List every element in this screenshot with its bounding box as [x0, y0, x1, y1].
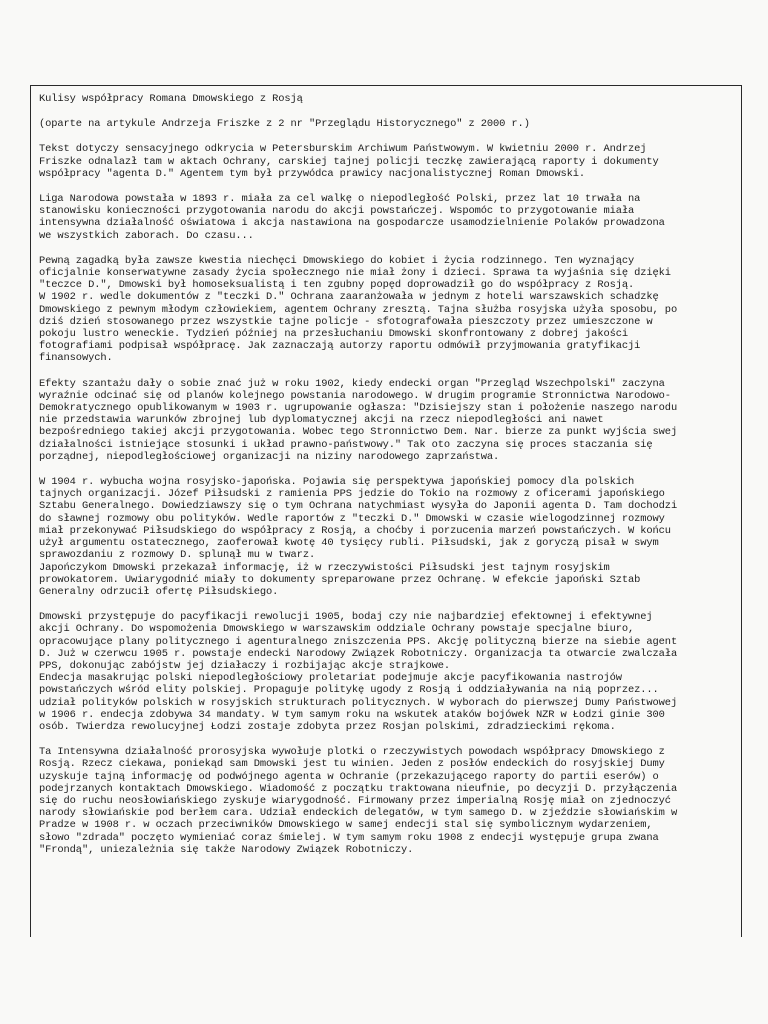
text-line: porządnej, niepodległościowej organizacji na niziny narodowego zaprzaństwa.: [39, 450, 500, 463]
text-line: nie przedstawia warunków zbrojnej lub dyplomatycznej akcji na rzecz niepodległości ani nawet: [39, 414, 604, 427]
text-line: działalności istniejące stosunki i układ prawno-państwowy." Tak oto zaczyna się proces staczania się: [39, 438, 653, 451]
text-line: podejrzanych kontaktach Dmowskiego. Wiadomość z początku traktowana nieufnie, po decyzji D. przyłączenia: [39, 782, 678, 795]
text-line: Efekty szantażu dały o sobie znać już w roku 1902, kiedy endecki organ "Przegląd Wszechpolski" zaczyna: [39, 377, 665, 390]
text-line: stanowisku konieczności przygotowania narodu do akcji powstańczej. Wspomóc to przygotowanie miała: [39, 205, 635, 218]
text-line: Rosją. Rzecz ciekawa, poniekąd sam Dmowski jest tu winien. Jeden z posłów endeckich do rosyjskiej Dumy: [39, 758, 665, 771]
text-line: pokoju lustro weneckie. Tydzień później na przesłuchaniu Dmowski skonfrontowany z dobrej jakości: [39, 328, 628, 341]
text-line: udział polityków polskich w rosyjskich strukturach politycznych. W wyborach do pierwszej Dumy Państwowej: [39, 696, 678, 709]
body-paragraph: [39, 193, 733, 242]
text-line: "teczce D.", Dmowski był homoseksualistą i ten zgubny popęd doprowadził go do współpracy z Rosją.: [39, 279, 635, 292]
text-line: Ta Intensywna działalność prorosyjska wywołuje plotki o rzeczywistych powodach współpracy Dmowskiego z: [39, 746, 665, 759]
text-line: Generalny odrzucił ofertę Piłsudskiego.: [39, 585, 279, 598]
body-paragraph: [39, 611, 733, 733]
text-line: Demokratycznego opublikowanym w 1903 r. ugrupowanie ogłasza: "Dzisiejszy stan i położenie naszego narodu: [39, 402, 678, 415]
text-line: Pewną zagadką była zawsze kwestia niechęci Dmowskiego do kobiet i życia rodzinnego. Ten wyznający: [39, 254, 635, 267]
text-line: Pradze w 1908 r. w oczach przeciwników Dmowskiego w samej endecji stal się symbolicznym wydarzeniem,: [39, 819, 653, 832]
document-frame: [30, 85, 742, 937]
text-line: fotografiami podpisał współpracę. Jak zaznaczają autorzy raportu odmówił przyjmowania gratyfikacji: [39, 340, 641, 353]
text-line: tajnych organizacji. Józef Piłsudski z ramienia PPS jedzie do Tokio na rozmowy z oficerami japońskiego: [39, 488, 665, 501]
text-line: finansowych.: [39, 352, 113, 365]
text-line: do sławnej rozmowy obu polityków. Wedle raportów z "teczki D." Dmowski w czasie wielogodzinnej rozmowy: [39, 512, 665, 525]
text-line: Tekst dotyczy sensacyjnego odkrycia w Petersburskim Archiwum Państwowym. W kwietniu 2000 r. Andrzej: [39, 143, 647, 156]
text-line: Dmowski przystępuje do pacyfikacji rewolucji 1905, bodaj czy nie najbardziej efektownej i efektywnej: [39, 611, 653, 624]
text-line: słowo "zdrada" poczęto wymieniać coraz śmielej. W tym samym roku 1908 z endecji występuje grupa zwana: [39, 831, 659, 844]
text-line: PPS, dokonując zabójstw jej działaczy i rozbijając akcje strajkowe.: [39, 659, 451, 672]
text-line: Endecja masakrując polski niepodległościowy proletariat podejmuje akcje pacyfikowania nastrojów: [39, 672, 622, 685]
text-line: W 1902 r. wedle dokumentów z "teczki D." Ochrana zaaranżowała w jednym z hoteli warszawskich schadzkę: [39, 291, 659, 304]
text-line: intensywna działalność oświatowa i akcja nastawiona na gospodarcze usamodzielnienie Polaków prowadzona: [39, 217, 665, 230]
body-paragraph: [39, 746, 733, 856]
text-line: opracowujące plany politycznego i agenturalnego zniszczenia PPS. Akcję polityczną bierze na siebie agent: [39, 635, 678, 648]
text-line: oficjalnie konserwatywne zasady życia społecznego nie miał żony i dzieci. Sprawa ta wyjaśnia się dzięki: [39, 267, 671, 280]
text-line: akcji Ochrany. Do wspomożenia Dmowskiego w warszawskim oddziale Ochrany powstaje specjalne biuro,: [39, 623, 635, 636]
text-line: prowokatorem. Uwiarygodnić miały to dokumenty spreparowane przez Ochranę. W efekcie japoński Sztab: [39, 573, 641, 586]
text-line: Friszke odnalazł tam w aktach Ochrany, carskiej tajnej policji teczkę zawierającą raporty i dokumenty: [39, 155, 659, 168]
document-body: [39, 143, 733, 856]
text-line: "Frondą", uniezależnia się także Narodowy Związek Robotniczy.: [39, 843, 414, 856]
text-line: sprawozdaniu z rozmowy D. splunął mu w twarz.: [39, 549, 316, 562]
document-title: Kulisy współpracy Romana Dmowskiego z Rosją: [39, 93, 303, 105]
text-line: się do ruchu neosłowiańskiego zyskuje wiarygodność. Firmowany przez imperialną Rosję miał on zjednoczyć: [39, 794, 671, 807]
document-subtitle: (oparte na artykule Andrzeja Friszke z 2 nr "Przeglądu Historycznego" z 2000 r.): [39, 118, 530, 131]
text-line: uzyskuje tajną informację od podwójnego agenta w Ochranie (przekazującego raporty do partii eserów) o: [39, 770, 659, 783]
text-line: bezpośredniego takiej akcji przygotowania. Wobec tego Stronnictwo Dem. Nar. bierze za punkt wyjścia swej: [39, 426, 678, 439]
text-line: Liga Narodowa powstała w 1893 r. miała za cel walkę o niepodległość Polski, przez lat 10 trwała na: [39, 193, 641, 206]
text-line: użył argumentu ostatecznego, zaoferował kwotę 40 tysięcy rubli. Piłsudski, jak z goryczą pisał w swym: [39, 537, 659, 550]
text-line: W 1904 r. wybucha wojna rosyjsko-japońska. Pojawia się perspektywa japońskiej pomocy dla polskich: [39, 476, 635, 489]
text-line: Sztabu Generalnego. Dowiedziawszy się o tym Ochrana natychmiast wysyła do Japonii agenta D. Tam dochodzi: [39, 500, 678, 513]
text-line: wyraźnie odcinać się od planów kolejnego powstania narodowego. W drugim programie Stronnictwa Narodowo-: [39, 389, 671, 402]
text-line: miał przekonywać Piłsudskiego do współpracy z Rosją, a choćby i porzucenia marzeń powstańczych. W końcu: [39, 524, 671, 537]
text-line: współpracy "agenta D." Agentem tym był przywódca prawicy nacjonalistycznej Roman Dmowski.: [39, 167, 586, 180]
text-line: powstańczych wśród elity polskiej. Propaguje politykę ugody z Rosją i oddziaływania na nią poprzez...: [39, 684, 659, 697]
body-paragraph: [39, 476, 733, 598]
body-paragraph: [39, 143, 733, 180]
text-line: dziś dzień stosowanego przez wszystkie tajne policje - sfotografowała pieszczoty przez umieszczone w: [39, 315, 653, 328]
text-line: osób. Twierdza rewolucyjnej Łodzi zostaje zdobyta przez Rosjan polskimi, zdradzieckimi rękoma.: [39, 720, 616, 733]
text-line: w 1906 r. endecja zdobywa 34 mandaty. W tym samym roku na wskutek ataków bojówek NZR w Łodzi ginie 300: [39, 708, 665, 721]
text-line: D. Już w czerwcu 1905 r. powstaje endecki Narodowy Związek Robotniczy. Organizacja ta otwarcie zwalczała: [39, 647, 678, 660]
body-paragraph: [39, 255, 733, 365]
text-line: narody słowiańskie pod berłem cara. Udział endeckich delegatów, w tym samego D. w zjeździe słowiańskim w: [39, 807, 678, 820]
text-line: we wszystkich zaborach. Do czasu...: [39, 229, 254, 242]
text-line: Japończykom Dmowski przekazał informację, iż w rzeczywistości Piłsudski jest tajnym rosyjskim: [39, 561, 610, 574]
body-paragraph: [39, 378, 733, 463]
text-line: Dmowskiego z pewnym młodym człowiekiem, agentem Ochrany zresztą. Tajna służba rosyjska użyła sposobu, po: [39, 303, 678, 316]
